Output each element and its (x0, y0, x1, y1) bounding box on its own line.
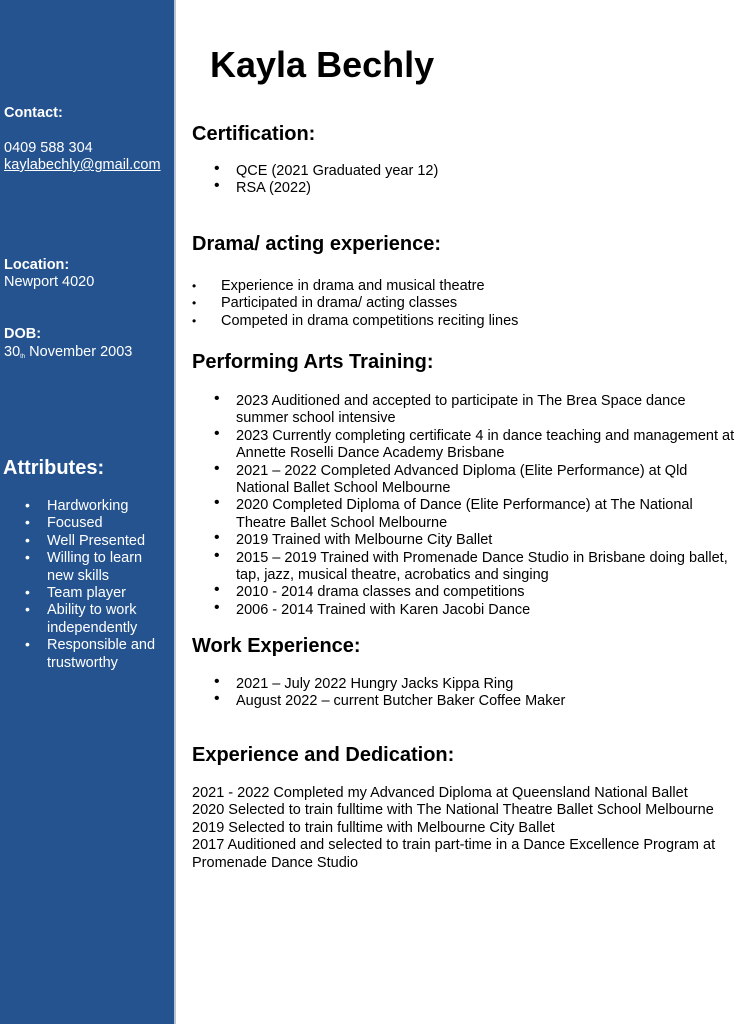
sidebar (0, 0, 176, 1024)
dedication-line: 2021 - 2022 Completed my Advanced Diploma at Queensland National Ballet (192, 785, 688, 801)
training-heading: Performing Arts Training: (192, 351, 434, 373)
list-item: • Ability to work independently (0, 602, 170, 637)
certification-heading: Certification: (192, 123, 316, 145)
certification-list (192, 163, 736, 198)
list-item: • Responsible and trustworthy (0, 637, 170, 672)
list-item: • 2021 – 2022 Completed Advanced Diploma (Elite Performance) at Qld National Ballet School Melbourne (192, 463, 736, 498)
list-item: • QCE (2021 Graduated year 12) (192, 163, 736, 180)
location-value: Newport 4020 (4, 274, 95, 290)
dedication-text (192, 785, 736, 872)
list-item: • 2020 Completed Diploma of Dance (Elite Performance) at The National Theatre Ballet School Melbourne (192, 497, 736, 532)
list-item: • 2023 Auditioned and accepted to participate in The Brea Space dance summer school intensive (192, 393, 736, 428)
dedication-heading: Experience and Dedication: (192, 744, 455, 766)
contact-label: Contact: (4, 105, 63, 121)
list-item: • Willing to learn new skills (0, 550, 170, 585)
list-item: • 2010 - 2014 drama classes and competitions (192, 584, 736, 601)
list-item: • 2021 – July 2022 Hungry Jacks Kippa Ring (192, 676, 736, 693)
dob-label: DOB: (4, 326, 42, 342)
list-item: • August 2022 – current Butcher Baker Coffee Maker (192, 693, 736, 710)
list-item: • RSA (2022) (192, 180, 736, 197)
email-link[interactable]: kaylabechly@gmail.com (4, 157, 161, 173)
drama-list (192, 278, 736, 330)
work-heading: Work Experience: (192, 635, 361, 657)
drama-heading: Drama/ acting experience: (192, 233, 441, 255)
list-item: • Hardworking (0, 498, 170, 515)
list-item: • 2023 Currently completing certificate 4 in dance teaching and management at Annette Roselli Dance Academy Brisbane (192, 428, 736, 463)
location-label: Location: (4, 257, 70, 273)
list-item: • 2006 - 2014 Trained with Karen Jacobi Dance (192, 602, 736, 619)
dedication-line: 2019 Selected to train fulltime with Melbourne City Ballet (192, 819, 555, 836)
dedication-line: 2017 Auditioned and selected to train part-time in a Dance Excellence Program at Promenade Dance Studio (192, 837, 716, 871)
list-item: • Well Presented (0, 533, 170, 550)
list-item: • Focused (0, 515, 170, 532)
training-list (192, 393, 736, 619)
attributes-heading: Attributes: (3, 457, 105, 479)
list-item: • 2015 – 2019 Trained with Promenade Dance Studio in Brisbane doing ballet, tap, jazz, musical theatre, acrobatics and singing (192, 550, 736, 585)
list-item: • Experience in drama and musical theatre (192, 278, 736, 295)
dob-value: 30th November 2003 (4, 344, 133, 360)
dedication-line: 2020 Selected to train fulltime with The National Theatre Ballet School Melbourne (192, 802, 714, 819)
page-title: Kayla Bechly (210, 44, 435, 85)
phone-number: 0409 588 304 (4, 140, 93, 156)
work-list (192, 676, 736, 711)
list-item: • Competed in drama competitions reciting lines (192, 313, 736, 330)
attributes-list (0, 498, 170, 672)
list-item: • Participated in drama/ acting classes (192, 295, 736, 312)
list-item: • Team player (0, 585, 170, 602)
list-item: • 2019 Trained with Melbourne City Ballet (192, 532, 736, 549)
